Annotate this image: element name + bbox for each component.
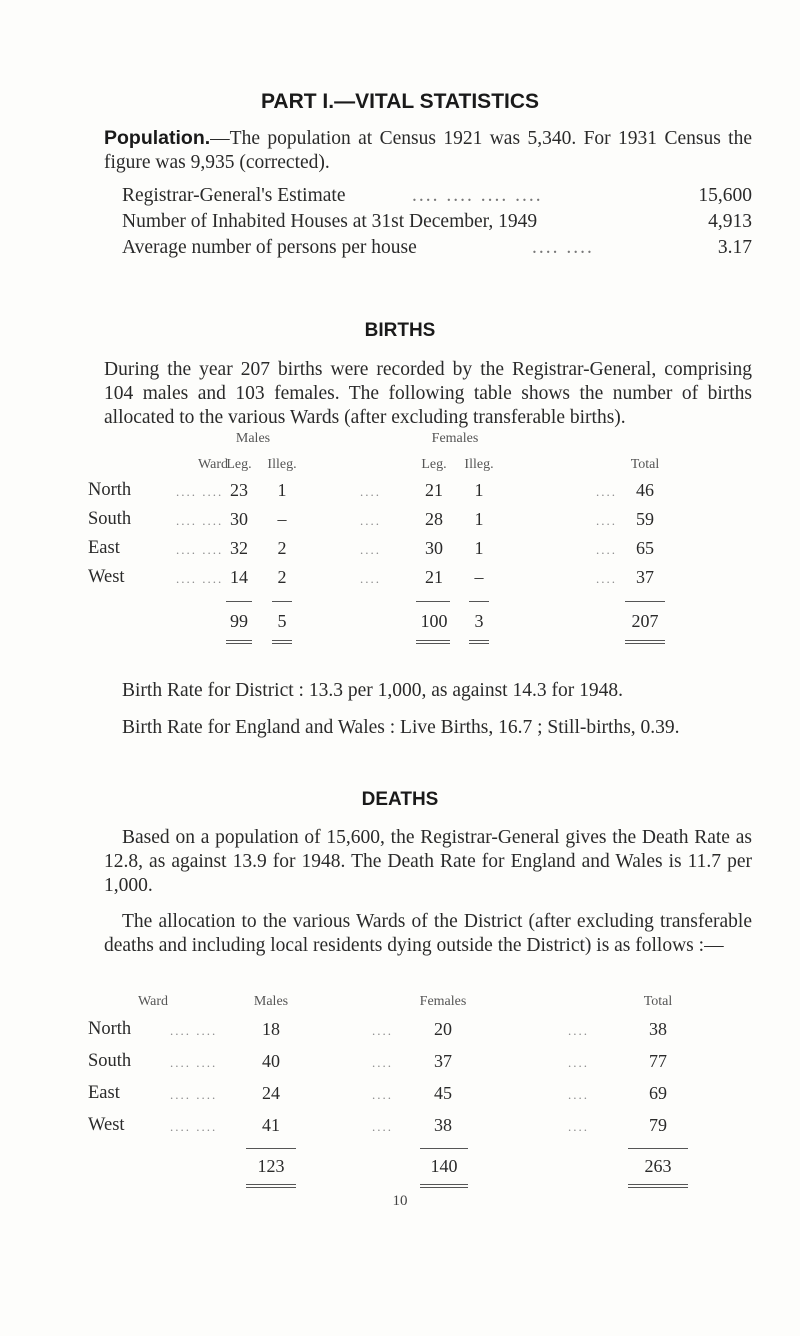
stat-label: Number of Inhabited Houses at 31st December, 1949 <box>122 211 538 232</box>
table-cell: 59 <box>636 509 654 529</box>
stat-row-houses <box>122 211 752 237</box>
table-cell: 37 <box>434 1051 452 1071</box>
table-rule <box>628 1148 688 1149</box>
leader-dots: .... <box>568 1055 589 1070</box>
table-rule <box>469 643 489 644</box>
births-total-cell: 99 <box>230 611 248 631</box>
leader-dots: .... <box>596 484 617 499</box>
table-cell: 23 <box>230 480 248 500</box>
table-cell: 1 <box>474 480 484 500</box>
table-cell: 18 <box>262 1019 280 1039</box>
table-cell: 1 <box>277 480 287 500</box>
deaths-total-cell: 140 <box>430 1156 458 1176</box>
leader-dots: .... <box>568 1023 589 1038</box>
table-cell: 38 <box>649 1019 667 1039</box>
table-cell: 41 <box>262 1115 280 1135</box>
table-rule <box>416 640 450 641</box>
table-rule <box>226 601 252 602</box>
leader-dots: .... .... <box>176 571 224 586</box>
table-rule <box>420 1148 468 1149</box>
table-cell: 65 <box>636 538 654 558</box>
total-column-header: Total <box>643 994 673 1009</box>
leader-dots: .... .... <box>170 1087 218 1102</box>
ward-label: South <box>88 1051 132 1071</box>
females-illeg-header: Illeg. <box>464 457 494 472</box>
table-rule <box>272 640 292 641</box>
table-cell: – <box>277 509 287 529</box>
ward-column-header: Ward <box>198 457 228 472</box>
population-paragraph <box>104 126 752 175</box>
leader-dots: .... .... <box>170 1119 218 1134</box>
leader-dots: .... <box>596 513 617 528</box>
table-rule <box>625 640 665 641</box>
table-cell: 40 <box>262 1051 280 1071</box>
table-cell: 2 <box>277 538 287 558</box>
males-group-header: Males <box>235 431 271 446</box>
leader-dots: .... <box>596 542 617 557</box>
births-total-cell: 100 <box>420 611 448 631</box>
table-cell: 30 <box>425 538 443 558</box>
table-rule <box>628 1187 688 1188</box>
page-number: 10 <box>392 1193 408 1209</box>
males-leg-header: Leg. <box>226 457 252 472</box>
ward-label: North <box>88 1019 132 1039</box>
population-text: —The population at Census 1921 was 5,340. For 1931 Census the figure was 9,935 (corrected). <box>104 128 752 173</box>
table-cell: 38 <box>434 1115 452 1135</box>
ward-label: East <box>88 1083 120 1103</box>
births-heading: BIRTHS <box>364 320 436 341</box>
birth-rate-england: Birth Rate for England and Wales : Live Births, 16.7 ; Still-births, 0.39. <box>122 717 680 738</box>
table-rule <box>416 643 450 644</box>
leader-dots: .... .... .... .... <box>412 185 543 206</box>
leader-dots: .... .... <box>170 1023 218 1038</box>
table-cell: – <box>474 567 484 587</box>
table-cell: 1 <box>474 509 484 529</box>
table-rule <box>469 601 489 602</box>
stat-row-persons <box>122 237 752 263</box>
leader-dots: .... <box>360 542 381 557</box>
table-cell: 45 <box>434 1083 452 1103</box>
births-grand-total: 207 <box>631 611 659 631</box>
total-column-header: Total <box>630 457 660 472</box>
table-cell: 2 <box>277 567 287 587</box>
females-column-header: Females <box>419 994 467 1009</box>
stat-row-estimate <box>122 185 752 211</box>
births-total-cell: 3 <box>474 611 484 631</box>
leader-dots: .... .... <box>176 542 224 557</box>
ward-label: South <box>88 509 132 529</box>
leader-dots: .... .... <box>176 513 224 528</box>
stat-value: 3.17 <box>717 237 752 258</box>
table-rule <box>246 1184 296 1185</box>
males-illeg-header: Illeg. <box>267 457 297 472</box>
table-rule <box>226 643 252 644</box>
ward-label: West <box>88 567 125 587</box>
deaths-grand-total: 263 <box>644 1156 672 1176</box>
table-cell: 24 <box>262 1083 280 1103</box>
ward-label: North <box>88 480 132 500</box>
table-rule <box>416 601 450 602</box>
leader-dots: .... .... <box>170 1055 218 1070</box>
males-column-header: Males <box>253 994 289 1009</box>
leader-dots: .... <box>568 1087 589 1102</box>
births-total-cell: 5 <box>277 611 287 631</box>
table-rule <box>272 643 292 644</box>
females-leg-header: Leg. <box>421 457 447 472</box>
deaths-heading: DEATHS <box>361 789 439 810</box>
table-cell: 30 <box>230 509 248 529</box>
population-lead: Population. <box>104 127 211 149</box>
table-cell: 37 <box>636 567 654 587</box>
ward-column-header: Ward <box>138 994 168 1009</box>
females-group-header: Females <box>431 431 479 446</box>
table-cell: 28 <box>425 509 443 529</box>
leader-dots: .... .... <box>176 484 224 499</box>
deaths-paragraph-2: The allocation to the various Wards of the District (after excluding transferable deaths and including local residents dying outside the District) is as follows :— <box>104 911 752 956</box>
table-cell: 21 <box>425 567 443 587</box>
leader-dots: .... <box>360 513 381 528</box>
deaths-total-cell: 123 <box>257 1156 285 1176</box>
leader-dots: .... <box>596 571 617 586</box>
table-rule <box>246 1148 296 1149</box>
table-rule <box>226 640 252 641</box>
table-cell: 14 <box>230 567 248 587</box>
births-intro: During the year 207 births were recorded by the Registrar-General, comprising 104 males and 103 females. The following table shows the number of births allocated to the various Wards (after excluding transferable births). <box>104 359 752 428</box>
table-cell: 20 <box>434 1019 452 1039</box>
deaths-paragraph-1: Based on a population of 15,600, the Registrar-General gives the Death Rate as 12.8, as against 13.9 for 1948. The Death Rate for England and Wales is 11.7 per 1,000. <box>104 827 752 896</box>
table-cell: 21 <box>425 480 443 500</box>
table-rule <box>628 1184 688 1185</box>
leader-dots: .... <box>360 571 381 586</box>
leader-dots: .... .... <box>532 237 594 258</box>
leader-dots: .... <box>372 1119 393 1134</box>
table-rule <box>469 640 489 641</box>
page-title: PART I.—VITAL STATISTICS <box>260 90 540 113</box>
table-rule <box>625 643 665 644</box>
table-cell: 69 <box>649 1083 667 1103</box>
table-cell: 32 <box>230 538 248 558</box>
leader-dots: .... <box>360 484 381 499</box>
table-rule <box>420 1187 468 1188</box>
ward-label: West <box>88 1115 125 1135</box>
leader-dots: .... <box>372 1023 393 1038</box>
birth-rate-district: Birth Rate for District : 13.3 per 1,000, as against 14.3 for 1948. <box>122 680 623 701</box>
table-rule <box>625 601 665 602</box>
ward-label: East <box>88 538 120 558</box>
table-cell: 1 <box>474 538 484 558</box>
leader-dots: .... <box>372 1087 393 1102</box>
table-cell: 79 <box>649 1115 667 1135</box>
stat-value: 4,913 <box>708 211 752 232</box>
leader-dots: .... <box>568 1119 589 1134</box>
table-cell: 77 <box>649 1051 667 1071</box>
leader-dots: .... <box>372 1055 393 1070</box>
table-rule <box>272 601 292 602</box>
table-rule <box>246 1187 296 1188</box>
stat-label: Average number of persons per house <box>122 237 417 258</box>
table-cell: 46 <box>636 480 654 500</box>
stat-label: Registrar-General's Estimate <box>122 185 346 206</box>
table-rule <box>420 1184 468 1185</box>
stat-value: 15,600 <box>698 185 752 206</box>
